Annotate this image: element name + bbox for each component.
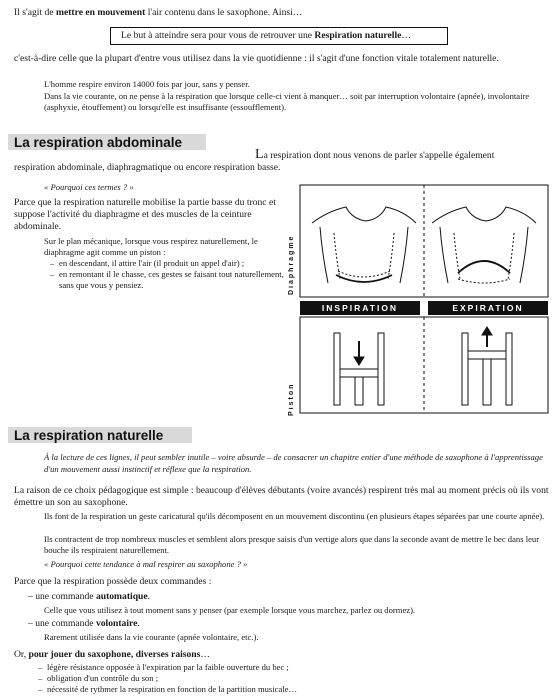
section1-lead-line2: respiration abdominale, diaphragmatique ou encore respiration basse. <box>14 162 281 173</box>
section2-question: « Pourquoi cette tendance à mal respirer au saxophone ? » <box>44 559 248 569</box>
reasons-intro: Or, pour jouer du saxophone, diverses raisons… <box>14 649 210 660</box>
label-inspiration: INSPIRATION <box>300 301 420 315</box>
section2-note-1: Ils font de la respiration un geste caricatural qu'ils décomposent en un mouvement discontinu (en plusieurs étapes séparées par une courte apnée). <box>44 511 545 521</box>
mechanics-intro: Sur le plan mécanique, lorsque vous respirez naturellement, le diaphragme agit comme un piston : <box>44 236 258 257</box>
command-volontaire: – une commande volontaire. <box>28 618 140 629</box>
mechanics-list <box>50 258 284 291</box>
intro-paragraph: c'est-à-dire celle que la plupart d'entre vous utilisez dans la vie quotidienne : il s'agit d'une fonction vitale totalement naturelle. <box>14 53 499 64</box>
section2-quote: À la lecture de ces lignes, il peut sembler inutile – voire absurde – de consacrer un chapitre entier d'une méthode de saxophone à l'apprentissage d'un mouvement aussi instinctif et réflexe que la respiration. <box>44 452 543 474</box>
goal-box: Le but à atteindre sera pour vous de retrouver une Respiration naturelle… <box>110 27 448 45</box>
figure-label-diaphragme: Diaphragme <box>288 234 295 295</box>
figure-label-piston: Piston <box>288 382 295 416</box>
intro-line: Il s'agit de mettre en mouvement l'air contenu dans le saxophone. Ainsi… <box>14 7 303 18</box>
section-title-naturelle: La respiration naturelle <box>8 427 192 443</box>
command-volontaire-note: Rarement utilisée dans la vie courante (apnée volontaire, etc.). <box>44 632 259 642</box>
command-automatique: – une commande automatique. <box>28 591 151 602</box>
commands-intro: Parce que la respiration possède deux commandes : <box>14 576 212 587</box>
list-item: – obligation d'un contrôle du son ; <box>38 673 538 684</box>
list-item: – nécessité de rythmer la respiration en fonction de la partition musicale… <box>38 684 538 695</box>
section2-reason: La raison de ce choix pédagogique est simple : beaucoup d'élèves débutants (voire avancés) respirent très mal au moment précis où ils vont émettre un son au saxophone. <box>14 485 549 508</box>
diaphragm-piston-diagram <box>298 183 550 415</box>
list-item: – légère résistance opposée à l'expiration par la faible ouverture du bec ; <box>38 662 538 673</box>
section-title-abdominale: La respiration abdominale <box>8 134 206 150</box>
label-expiration: EXPIRATION <box>428 301 548 315</box>
reasons-list <box>38 662 538 695</box>
intro-note-2: Dans la vie courante, on ne pense à la respiration que lorsque celle-ci vient à manquer… soit par interruption volontaire (apnée), involontaire (asphyxie, étouffement) ou lorsqu'elle est insuffisante (essoufflement). <box>44 91 530 112</box>
command-automatique-note: Celle que vous utilisez à tout moment sans y penser (par exemple lorsque vous marchez, parlez ou dormez). <box>44 605 416 615</box>
list-item: – en descendant, il attire l'air (il produit un appel d'air) ; <box>50 258 284 269</box>
intro-note-1: L'homme respire environ 14000 fois par jour, sans y penser. <box>44 79 250 89</box>
section1-answer: Parce que la respiration naturelle mobilise la partie basse du tronc et suppose l'activité du diaphragme et des muscles de la ceinture abdominale. <box>14 197 276 232</box>
section1-lead: La respiration dont nous venons de parler s'appelle également <box>255 147 495 162</box>
section1-question: « Pourquoi ces termes ? » <box>44 182 134 192</box>
section2-note-2: Ils contractent de trop nombreux muscles et semblent alors presque saisis d'un vertige alors que dans la seconde avant de mettre le bec dans leur bouche ils respiraient naturellement. <box>44 534 540 555</box>
list-item: – en remontant il le chasse, ces gestes se faisant tout naturellement, sans que vous y pensiez. <box>50 269 284 291</box>
